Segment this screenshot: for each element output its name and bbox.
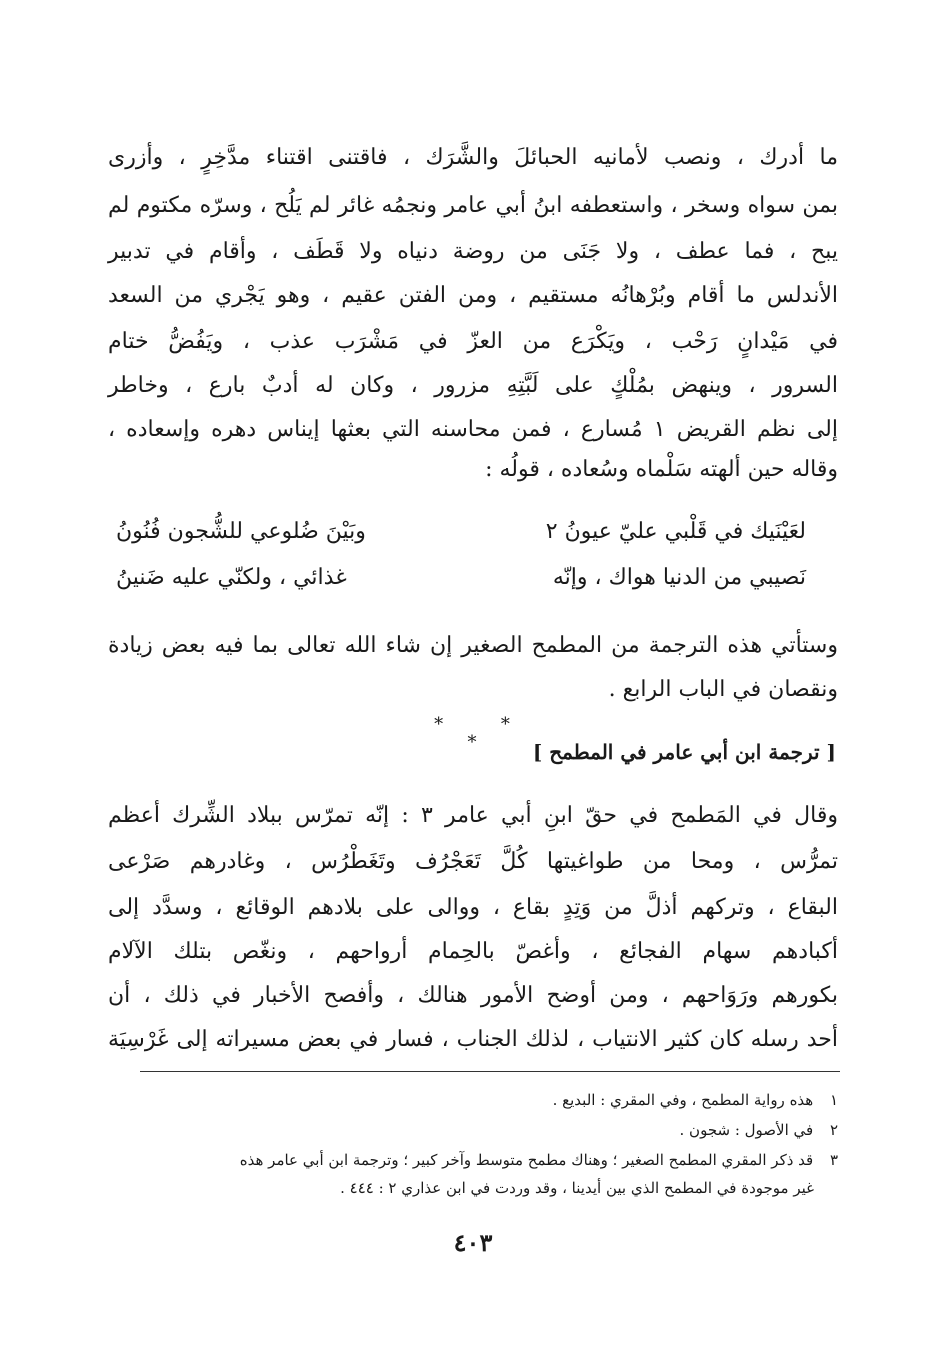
footnote xyxy=(108,1088,838,1112)
footnote-number: ٢ xyxy=(829,1121,838,1139)
text-line: يبح ، فما عطف ، ولا جَنَى من روضة دنياه ولا قَطَف ، وأقام في تدبير xyxy=(108,239,838,264)
footnote-number: ١ xyxy=(829,1091,838,1109)
footnote-divider xyxy=(140,1071,840,1072)
text-line: وقال في المَطمح في حقّ ابنِ أبي عامر ٣ : إنّه تمرّس ببلاد الشِّرك أعظم xyxy=(108,803,838,828)
footnote-text: قد ذكر المقري المطمح الصغير ؛ وهناك مطمح متوسط وآخر كبير ؛ وترجمة ابن أبي عامر هذه xyxy=(239,1151,814,1169)
footnote xyxy=(108,1118,838,1142)
text-line: السرور ، وينهض بمُلْكٍ على لَبَّتِهِ مزرور ، وكان له أدبٌ بارع ، وخاطر xyxy=(108,373,838,398)
text-line: ما أدرك ، ونصب لأمانيه الحبائلَ والشَّرَك ، فاقتنى اقتناء مدَّخِرٍ ، وأزرى xyxy=(108,145,838,170)
page-number: ٤٠٣ xyxy=(453,1228,493,1257)
text-line: ونقصان في الباب الرابع . xyxy=(608,677,838,702)
text-line: وقاله حين ألهته سَلْماه وسُعاده ، قولُه : xyxy=(485,457,838,482)
text-line: بكورهم ورَوَاحهم ، ومن أوضح الأمور هنالك ، وأفصح الأخبار في ذلك ، أن xyxy=(108,983,838,1008)
footnote-text: في الأصول : شجون . xyxy=(679,1121,814,1139)
verse-second-hemistich: وبَيْنَ ضُلوعي للشُّجون فُنُونُ xyxy=(116,519,366,544)
verse-first-hemistich: نَصيبي من الدنيا هواك ، وإنّه xyxy=(552,565,806,590)
verse-first-hemistich: لعَيْنَيك في قَلْبي عليّ عيونُ ٢ xyxy=(545,519,806,544)
section-heading: [ ترجمة ابن أبي عامر في المطمح ] xyxy=(532,740,836,764)
verse-line xyxy=(116,556,806,600)
text-line: الأندلس ما أقام وبُرْهانُه مستقيم ، ومن الفتن عقيم ، وهو يَجْري من السعد xyxy=(108,283,838,308)
footnote-continuation: غير موجودة في المطمح الذي بين أيدينا ، وقد وردت في ابن عذاري ٢ : ٤٤٤ . xyxy=(340,1179,814,1197)
footnote-number: ٣ xyxy=(829,1151,838,1169)
text-line: وستأتي هذه الترجمة من المطمح الصغير إن شاء الله تعالى بما فيه بعض زيادة xyxy=(108,633,838,658)
footnote-text: هذه رواية المطمح ، وفي المقري : البديع . xyxy=(552,1091,814,1109)
verse-second-hemistich: غذائي ، ولكنّي عليه ضَنينُ xyxy=(116,565,347,590)
text-line: أحد رسله كان كثير الانتياب ، لذلك الجناب ، فسار في بعض مسيراته إلى غَرْسِيَة xyxy=(108,1027,838,1052)
text-line: إلى نظم القريض ١ مُسارع ، فمن محاسنه التي بعثها إيناس دهره وإسعاده ، xyxy=(108,417,838,442)
text-line: تمرُّس ، ومحا من طواغيتها كُلَّ تَعَجْرُف وتَغَطْرُس ، وغادرهم صَرْعى xyxy=(108,849,838,874)
text-line: بمن سواه وسخر ، واستعطفه ابنُ أبي عامر ونجمُه غائر لم يَلُح ، وسرّه مكتوم لم xyxy=(108,193,838,218)
footnote xyxy=(108,1148,838,1172)
text-line: في مَيْدانٍ رَحْب ، ويَكْرَع من العزّ في مَشْرَب عذب ، ويَفُضُّ ختام xyxy=(108,329,838,354)
section-separator-stars: * * * xyxy=(434,714,536,753)
verse-line xyxy=(116,510,806,554)
text-line: البقاع ، وتركهم أذلَّ من وَتِدٍ بقاع ، ووالى على بلادهم الوقائع ، وسدَّد إلى xyxy=(108,895,838,920)
text-line: أكبادهم سهام الفجائع ، وأغصّ بالحِمام أرواحهم ، ونغّص بتلك الآلام xyxy=(108,939,838,964)
